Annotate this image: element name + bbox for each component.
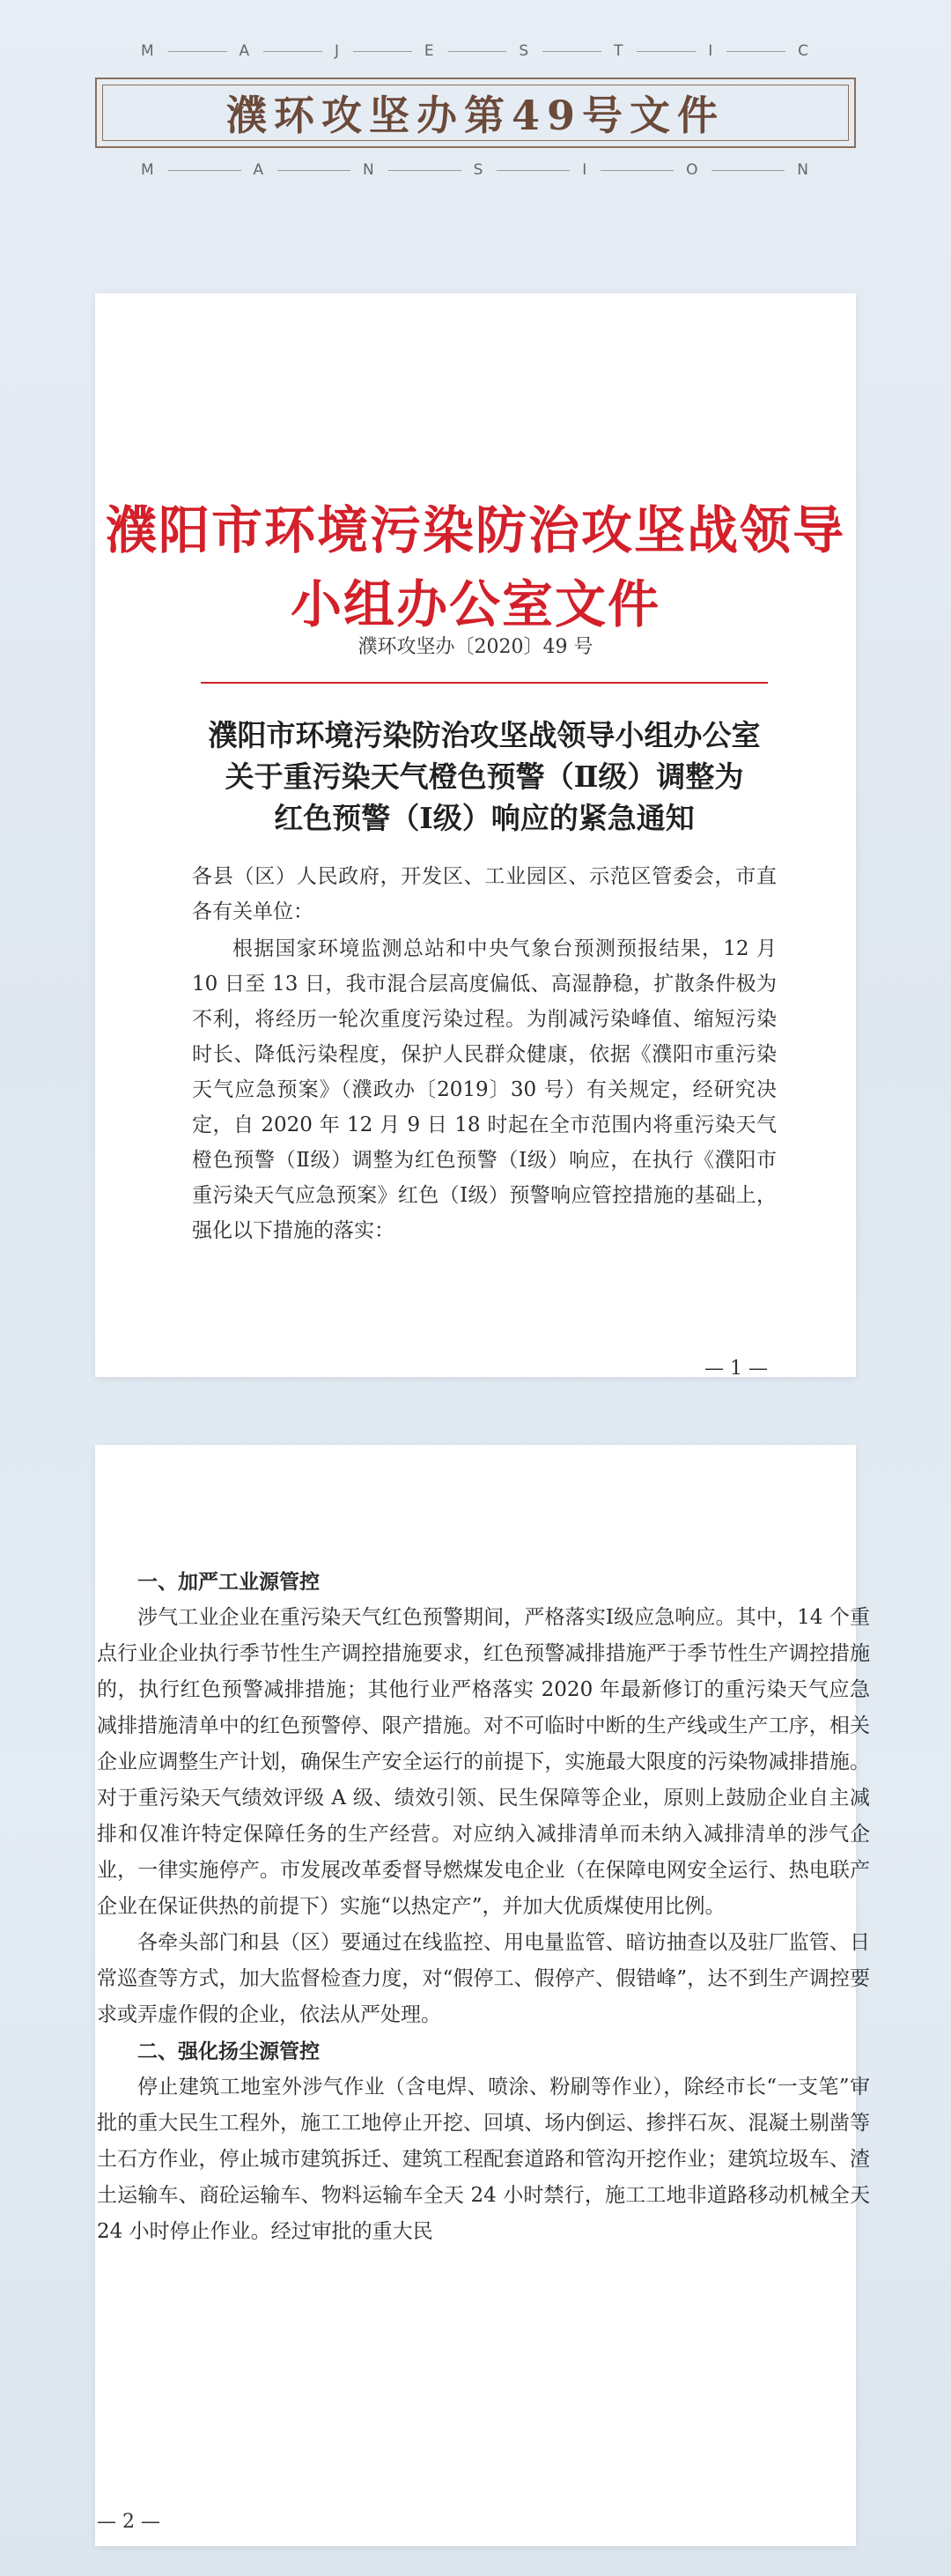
title-line: 关于重污染天气橙色预警（Ⅱ级）调整为: [225, 759, 744, 794]
letter: J: [334, 42, 341, 60]
letter: O: [686, 161, 700, 179]
mansion-letters: [141, 157, 810, 183]
letter: E: [424, 42, 436, 60]
letter: T: [614, 42, 625, 60]
page-2-body: [97, 1564, 870, 2250]
letter: N: [797, 161, 811, 179]
document-title: [201, 714, 768, 839]
letter: M: [141, 161, 156, 179]
body-paragraph: 涉气工业企业在重污染天气红色预警期间，严格落实Ⅰ级应急响应。其中，14 个重点行业企业执行季节性生产调控措施要求，红色预警减排措施严于季节性生产调控措施的，执行红色预警减排措施；其他行业严格落实 2020 年最新修订的重污染天气应急减排措施清单中的红色预警停、限产措施。对不可临时中断的生产线或生产工序，相关企业应调整生产计划，确保生产安全运行的前提下，实施最大限度的污染物减排措施。对于重污染天气绩效评级 A 级、绩效引领、民生保障等企业，原则上鼓励企业自主减排和仅准许特定保障任务的生产经营。对应纳入减排清单而未纳入减排清单的涉气企业，一律实施停产。市发展改革委督导燃煤发电企业（在保障电网安全运行、热电联产企业在保证供热的前提下）实施“以热定产”，并加大优质煤使用比例。: [97, 1606, 870, 1918]
page-number: — 1 —: [704, 1358, 768, 1380]
title-line: 濮阳市环境污染防治攻坚战领导小组办公室: [208, 718, 761, 752]
letter: I: [582, 161, 589, 179]
letter: M: [141, 42, 156, 60]
header-banner: [0, 0, 951, 185]
letter: A: [239, 42, 252, 60]
section-heading-industrial: 一、加严工业源管控: [137, 1570, 320, 1594]
body-paragraph: 根据国家环境监测总站和中央气象台预测预报结果，12 月 10 日至 13 日，我市混合层高度偏低、高湿静稳，扩散条件极为不利，将经历一轮次重度污染过程。为削减污染峰值、缩短污染时长、降低污染程度，保护人民群众健康，依据《濮阳市重污染天气应急预案》（濮政办〔2019〕30 号）有关规定，经研究决定，自 2020 年 12 月 9 日 18 时起在全市范围内将重污染天气橙色预警（Ⅱ级）调整为红色预警（Ⅰ级）响应，在执行《濮阳市重污染天气应急预案》红色（Ⅰ级）预警响应管控措施的基础上，强化以下措施的落实：: [192, 937, 777, 1242]
letter: S: [519, 42, 531, 60]
letter: I: [708, 42, 715, 60]
recipient-line: 各县（区）人民政府，开发区、工业园区、示范区管委会，市直各有关单位：: [192, 865, 777, 923]
banner-title-frame: [95, 78, 856, 148]
letter: S: [473, 161, 485, 179]
page-number: — 2 —: [97, 2511, 160, 2533]
section-heading-dust: 二、强化扬尘源管控: [137, 2039, 320, 2063]
body-paragraph: 停止建筑工地室外涉气作业（含电焊、喷涂、粉刷等作业），除经市长“一支笔”审批的重大民生工程外，施工工地停止开挖、回填、场内倒运、掺拌石灰、混凝土剔凿等土石方作业，停止城市建筑拆迁、建筑工程配套道路和管沟开挖作业；建筑垃圾车、渣土运输车、商砼运输车、物料运输车全天 24 小时禁行，施工工地非道路移动机械全天 24 小时停止作业。经过审批的重大民: [97, 2076, 870, 2243]
title-line: 红色预警（Ⅰ级）响应的紧急通知: [274, 801, 695, 835]
body-paragraph: 各牵头部门和县（区）要通过在线监控、用电量监管、暗访抽查以及驻厂监管、日常巡查等方式，加大监督检查力度，对“假停工、假停产、假错峰”，达不到生产调控要求或弄虚作假的企业，依法从严处理。: [97, 1931, 870, 2026]
document-page-1: [95, 293, 856, 1380]
banner-title: 濮环攻坚办第49号文件: [225, 92, 725, 139]
letter: C: [798, 42, 810, 60]
document-number: 濮环攻坚办〔2020〕49 号: [358, 636, 593, 658]
red-divider: [201, 682, 768, 684]
letter: N: [363, 161, 376, 179]
majestic-letters: [141, 38, 810, 64]
letter: A: [253, 161, 266, 179]
red-letterhead: 濮阳市环境污染防治攻坚战领导小组办公室文件: [105, 500, 845, 634]
